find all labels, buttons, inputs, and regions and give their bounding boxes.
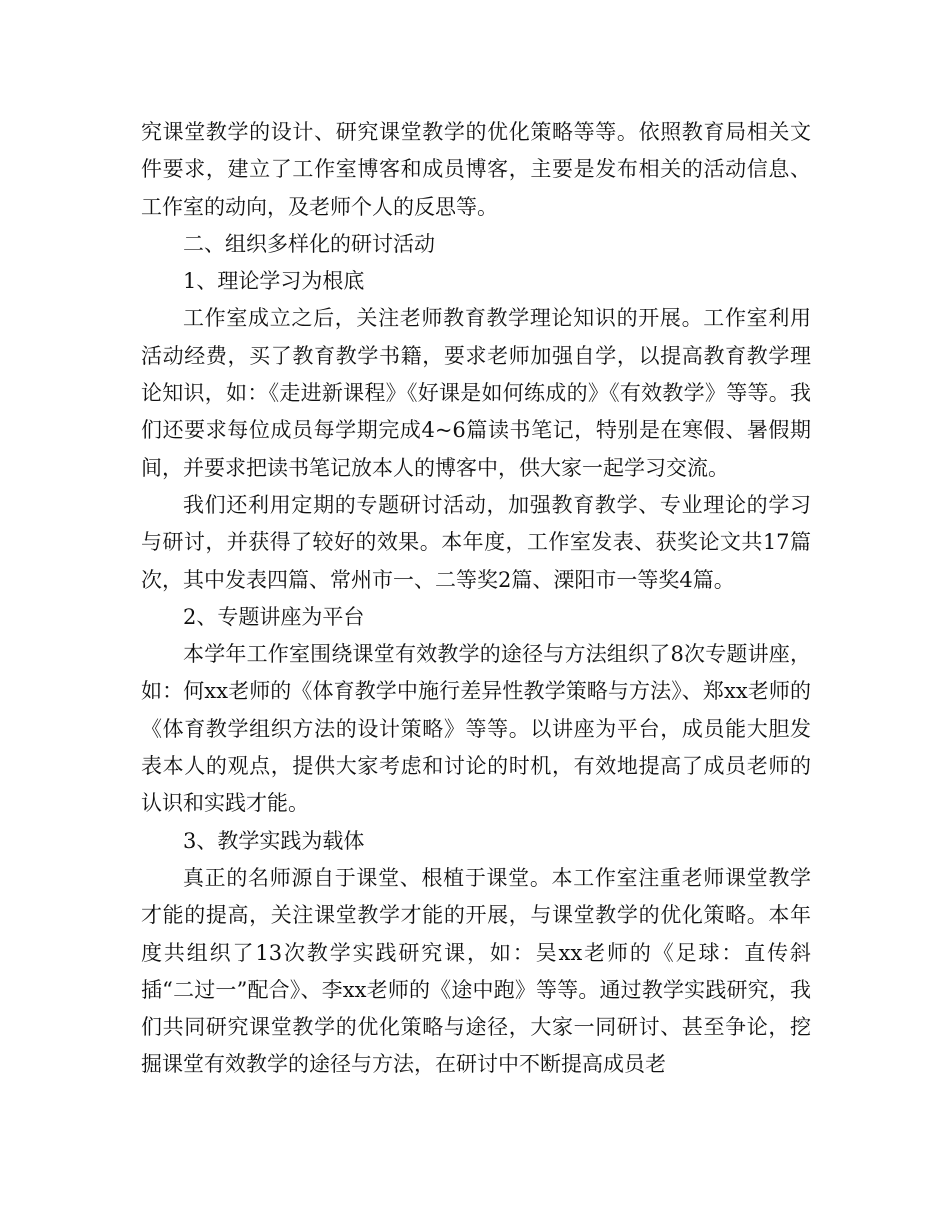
body-paragraph: 真正的名师源自于课堂、根植于课堂。本工作室注重老师课堂教学才能的提高，关注课堂教学才能的开展，与课堂教学的优化策略。本年度共组织了13次教学实践研究课，如：吴xx老师的《足球：直传斜插“二过一”配合》、李xx老师的《途中跑》等等。通过教学实践研究，我们共同研究课堂教学的优化策略与途径，大家一同研讨、甚至争论，挖掘课堂有效教学的途径与方法，在研讨中不断提高成员老 xyxy=(141,865,811,1077)
body-paragraph: 工作室成立之后，关注老师教育教学理论知识的开展。工作室利用活动经费，买了教育教学书籍，要求老师加强自学，以提高教育教学理论知识，如：《走进新课程》《好课是如何练成的》《有效教学》等等。我们还要求每位成员每学期完成4~6篇读书笔记，特别是在寒假、暑假期间，并要求把读书笔记放本人的博客中，供大家一起学习交流。 xyxy=(141,306,811,480)
body-paragraph: 本学年工作室围绕课堂有效教学的途径与方法组织了8次专题讲座，如：何xx老师的《体育教学中施行差异性教学策略与方法》、郑xx老师的《体育教学组织方法的设计策略》等等。以讲座为平台，成员能大胆发表本人的观点，提供大家考虑和讨论的时机，有效地提高了成员老师的认识和实践才能。 xyxy=(141,642,811,816)
subsection-heading: 2、专题讲座为平台 xyxy=(183,604,365,629)
subsection-heading: 3、教学实践为载体 xyxy=(183,828,365,853)
section-heading: 二、组织多样化的研讨活动 xyxy=(183,231,435,256)
body-paragraph: 我们还利用定期的专题研讨活动，加强教育教学、专业理论的学习与研讨，并获得了较好的效果。本年度，工作室发表、获奖论文共17篇次，其中发表四篇、常州市一、二等奖2篇、溧阳市一等奖4篇。 xyxy=(141,492,811,592)
document-body xyxy=(141,114,811,1084)
paragraph-continuation: 究课堂教学的设计、研究课堂教学的优化策略等等。依照教育局相关文件要求，建立了工作室博客和成员博客，主要是发布相关的活动信息、工作室的动向，及老师个人的反思等。 xyxy=(141,120,811,219)
subsection-heading: 1、理论学习为根底 xyxy=(183,269,365,294)
